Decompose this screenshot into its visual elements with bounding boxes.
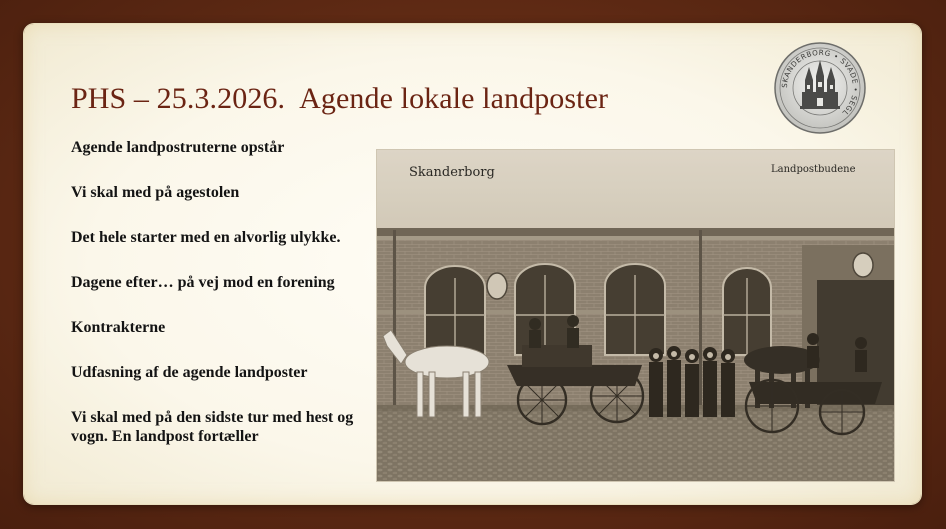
historic-photo xyxy=(377,150,894,481)
title-main: Agende lokale landposter xyxy=(299,82,609,115)
bullet-item: Vi skal med på den sidste tur med hest og vogn. En landpost fortæller xyxy=(71,409,354,445)
postcard-illustration xyxy=(377,150,894,481)
photo-caption-left: Skanderborg xyxy=(409,165,495,180)
bullet-item: Det hele starter med en alvorlig ulykke. xyxy=(71,229,341,246)
town-seal-logo xyxy=(772,40,868,136)
bullet-item: Kontrakterne xyxy=(71,319,166,336)
slide-title xyxy=(71,82,608,116)
bullet-list xyxy=(71,138,371,472)
bullet-item: Udfasning af de agende landposter xyxy=(71,364,308,381)
bullet-item: Dagene efter… på vej mod en forening xyxy=(71,274,335,291)
seal-text: SKANDERBORG • SVADE • SEGL xyxy=(779,47,861,118)
bullet-item: Agende landpostruterne opstår xyxy=(71,139,285,156)
town-seal-graphic xyxy=(772,40,868,136)
title-date: PHS – 25.3.2026. xyxy=(71,82,286,115)
slide xyxy=(24,24,921,504)
bullet-item: Vi skal med på agestolen xyxy=(71,184,240,201)
photo-caption-right: Landpostbudene xyxy=(771,164,856,175)
